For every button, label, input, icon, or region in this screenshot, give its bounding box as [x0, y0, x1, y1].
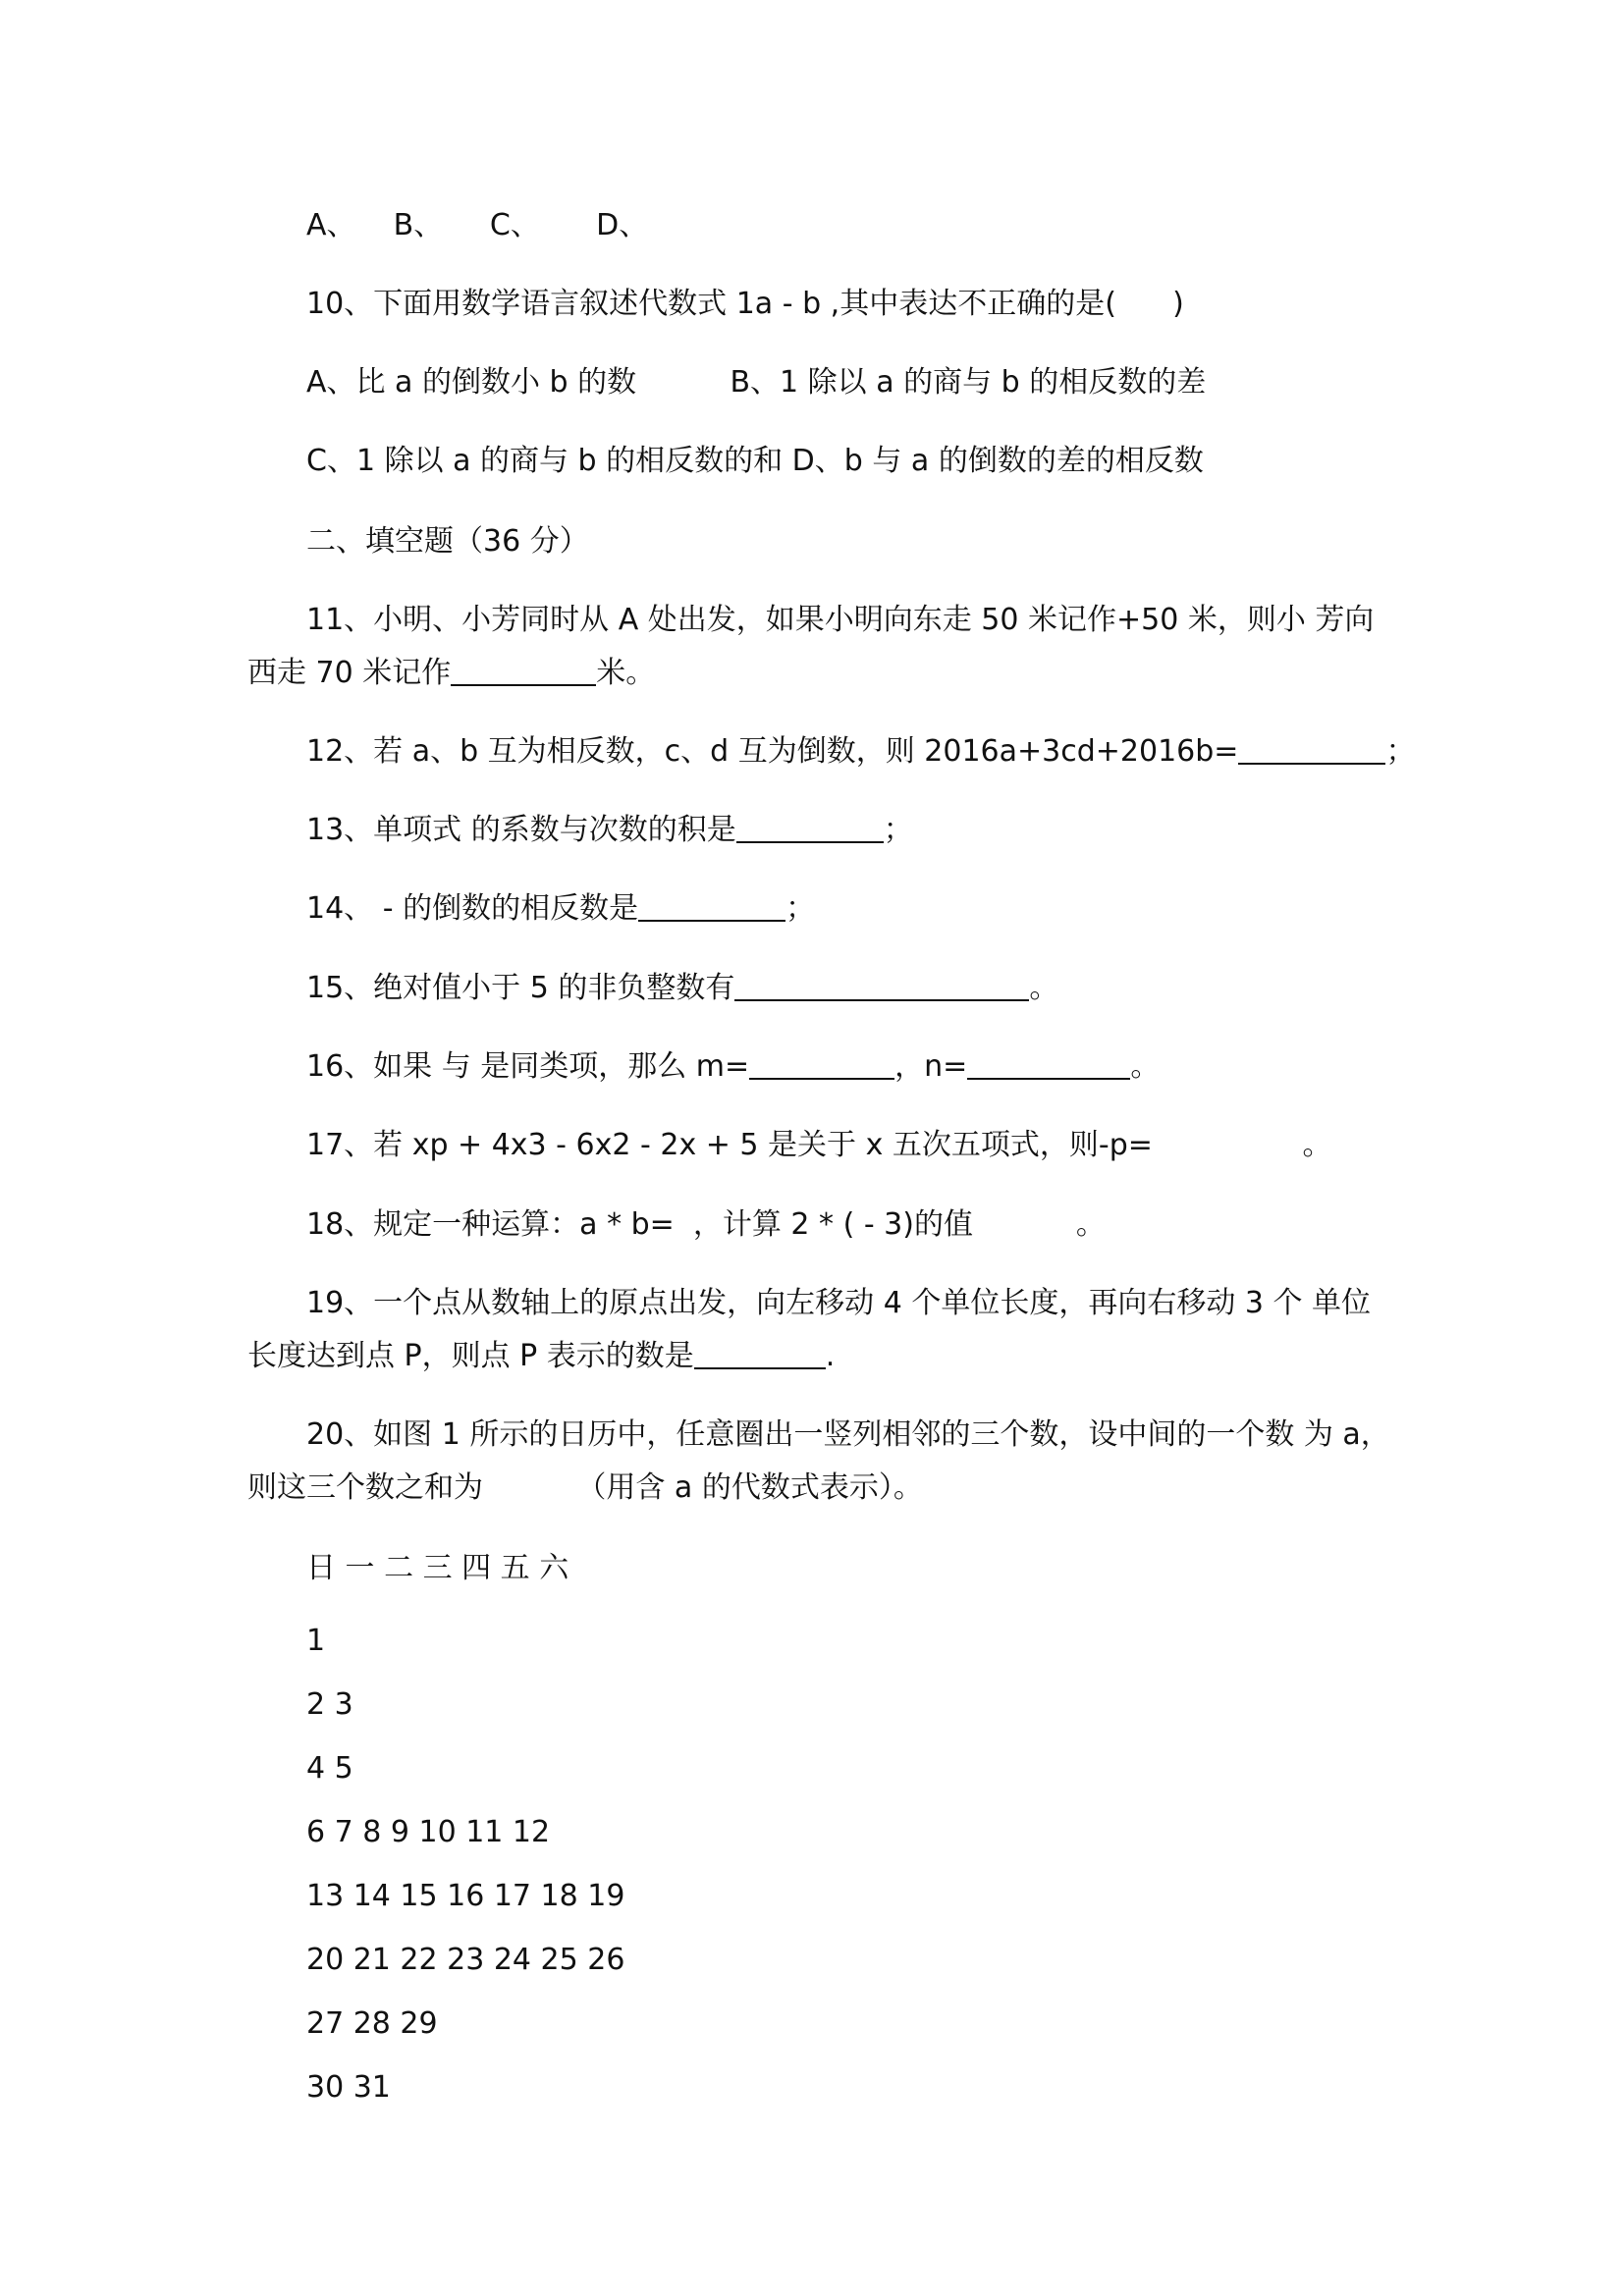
q15-post: 。 — [1029, 971, 1059, 1005]
q16 — [306, 1047, 1160, 1087]
q19-line2-post: . — [825, 1339, 836, 1373]
q11-line1: 11、小明、小芳同时从 A 处出发，如果小明向东走 50 米记作+50 米，则小 芳向 — [306, 603, 1375, 637]
calendar-row: 27 28 29 — [306, 2006, 438, 2041]
q10-options-cd: C、1 除以 a 的商与 b 的相反数的和 D、b 与 a 的倒数的差的相反数 — [306, 444, 1204, 478]
section-2-title: 二、填空题（36 分） — [306, 524, 589, 559]
q15 — [306, 969, 1058, 1008]
q16-pre: 16、如果 与 是同类项，那么 m= — [306, 1049, 750, 1084]
q14 — [306, 889, 815, 929]
q15-answer-blank[interactable] — [734, 970, 1029, 1001]
q11-answer-blank[interactable] — [451, 655, 596, 686]
q10-stem: 10、下面用数学语言叙述代数式 1a - b ,其中表达不正确的是( ) — [306, 287, 1184, 321]
q18: 18、规定一种运算：a * b= ，计算 2 * ( - 3)的值 。 — [306, 1207, 1106, 1242]
q16-m-blank[interactable] — [749, 1048, 894, 1080]
q19-line2 — [247, 1337, 835, 1376]
q12-pre: 12、若 a、b 互为相反数，c、d 互为倒数，则 2016a+3cd+2016b= — [306, 734, 1239, 769]
q15-pre: 15、绝对值小于 5 的非负整数有 — [306, 971, 735, 1005]
calendar-row: 1 — [306, 1624, 326, 1658]
q14-post: ； — [785, 891, 816, 926]
q19-line2-pre: 长度达到点 P，则点 P 表示的数是 — [247, 1339, 694, 1373]
q16-post: 。 — [1130, 1049, 1161, 1084]
q20-line1: 20、如图 1 所示的日历中，任意圈出一竖列相邻的三个数，设中间的一个数 为 a， — [306, 1417, 1390, 1452]
calendar-row: 4 5 — [306, 1751, 353, 1786]
q13 — [306, 811, 913, 850]
q16-n-blank[interactable] — [967, 1048, 1130, 1080]
calendar-row: 13 14 15 16 17 18 19 — [306, 1879, 625, 1913]
q11-line2 — [247, 654, 655, 693]
q19-answer-blank[interactable] — [694, 1338, 826, 1369]
q13-answer-blank[interactable] — [736, 812, 884, 843]
q13-pre: 13、单项式 的系数与次数的积是 — [306, 813, 736, 847]
q13-post: ； — [883, 813, 913, 847]
q11-line2-post: 米。 — [596, 656, 656, 690]
q9-options: A、 B、 C、 D、 — [306, 208, 649, 242]
q11-line2-pre: 西走 70 米记作 — [247, 656, 452, 690]
q20-line2: 则这三个数之和为 （用含 a 的代数式表示）。 — [247, 1470, 923, 1505]
q10-options-ab: A、比 a 的倒数小 b 的数 B、1 除以 a 的商与 b 的相反数的差 — [306, 365, 1207, 400]
q12-answer-blank[interactable] — [1238, 733, 1385, 765]
q14-answer-blank[interactable] — [638, 890, 785, 922]
calendar-row: 6 7 8 9 10 11 12 — [306, 1815, 551, 1849]
q19-line1: 19、一个点从数轴上的原点出发，向左移动 4 个单位长度，再向右移动 3 个 单位 — [306, 1286, 1372, 1320]
q12 — [306, 732, 1415, 772]
calendar-row: 20 21 22 23 24 25 26 — [306, 1943, 625, 1977]
calendar-row: 2 3 — [306, 1687, 353, 1722]
calendar-row: 30 31 — [306, 2070, 391, 2105]
q14-pre: 14、 - 的倒数的相反数是 — [306, 891, 639, 926]
q12-post: ； — [1385, 734, 1416, 769]
q16-mid: ，n= — [894, 1049, 968, 1084]
calendar-header: 日 一 二 三 四 五 六 — [306, 1551, 569, 1585]
q17: 17、若 xp + 4x3 - 6x2 - 2x + 5 是关于 x 五次五项式，则-p= 。 — [306, 1128, 1332, 1162]
